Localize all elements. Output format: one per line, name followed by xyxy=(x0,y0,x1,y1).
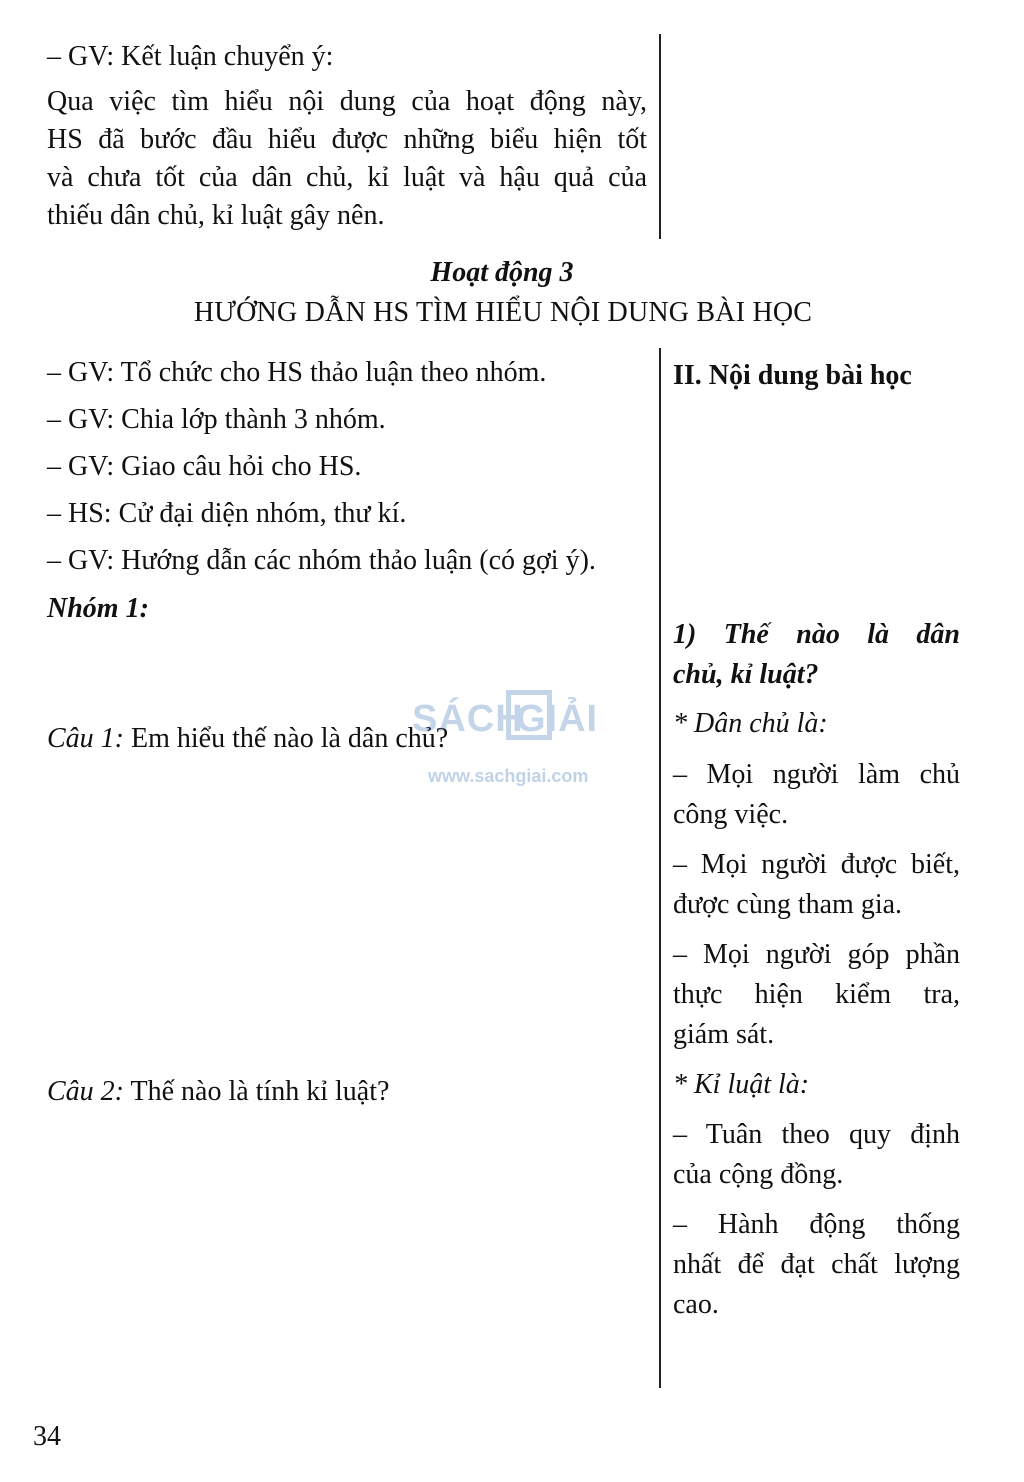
paragraph-line: thiếu dân chủ, kỉ luật gây nên. xyxy=(47,200,385,231)
watermark-logo-right: GIẢI xyxy=(516,698,599,740)
question-2 xyxy=(47,1073,389,1111)
gv-conclusion-line: – GV: Kết luận chuyển ý: xyxy=(47,41,334,72)
activity-subtitle: HƯỚNG DẪN HS TÌM HIỂU NỘI DUNG BÀI HỌC xyxy=(193,297,813,328)
democracy-point-line: – Mọi người được biết, xyxy=(673,849,960,880)
activity-title: Hoạt động 3 xyxy=(430,257,574,288)
democracy-label: * Dân chủ là: xyxy=(673,708,828,739)
question-1 xyxy=(47,720,448,758)
paragraph-line: Qua việc tìm hiểu nội dung của hoạt động này, xyxy=(47,86,647,117)
watermark-url: www.sachgiai.com xyxy=(428,766,589,786)
discipline-point-line: cao. xyxy=(673,1289,719,1320)
democracy-point-line: giám sát. xyxy=(673,1019,775,1050)
section-title: II. Nội dung bài học xyxy=(673,360,912,391)
paragraph-line: và chưa tốt của dân chủ, kỉ luật và hậu quả của xyxy=(47,162,647,193)
discipline-label: * Kỉ luật là: xyxy=(673,1069,810,1100)
watermark-logo xyxy=(412,690,617,750)
question-2-prefix: Câu 2: xyxy=(47,1076,124,1107)
question-1-prefix: Câu 1: xyxy=(47,723,124,754)
column-divider-main xyxy=(659,348,661,1388)
step-item: – GV: Hướng dẫn các nhóm thảo luận (có gợi ý). xyxy=(47,545,596,576)
democracy-point-line: – Mọi người làm chủ xyxy=(673,759,960,790)
discipline-point-line: – Hành động thống xyxy=(673,1209,960,1240)
paragraph-line: HS đã bước đầu hiểu được những biểu hiện tốt xyxy=(47,124,647,155)
discipline-point-line: nhất để đạt chất lượng xyxy=(673,1249,960,1280)
question-heading-line: chủ, kỉ luật? xyxy=(673,659,819,690)
step-item: – HS: Cử đại diện nhóm, thư kí. xyxy=(47,498,407,529)
watermark-logo-left: SÁCH xyxy=(412,698,524,740)
step-item: – GV: Tổ chức cho HS thảo luận theo nhóm. xyxy=(47,357,547,388)
discipline-point-line: của cộng đồng. xyxy=(673,1159,844,1190)
discipline-point-line: – Tuân theo quy định xyxy=(673,1119,960,1150)
democracy-point-line: công việc. xyxy=(673,799,789,830)
question-1-text: Em hiểu thế nào là dân chủ? xyxy=(124,723,449,754)
democracy-point-line: – Mọi người góp phần xyxy=(673,939,960,970)
page-number: 34 xyxy=(33,1421,61,1452)
question-2-text: Thế nào là tính kỉ luật? xyxy=(124,1076,390,1107)
step-item: – GV: Chia lớp thành 3 nhóm. xyxy=(47,404,386,435)
group-label: Nhóm 1: xyxy=(47,593,149,624)
step-item: – GV: Giao câu hỏi cho HS. xyxy=(47,451,362,482)
column-divider-top xyxy=(659,34,661,239)
democracy-point-line: thực hiện kiểm tra, xyxy=(673,979,960,1010)
democracy-point-line: được cùng tham gia. xyxy=(673,889,903,920)
question-heading-line: 1) Thế nào là dân xyxy=(673,619,960,650)
